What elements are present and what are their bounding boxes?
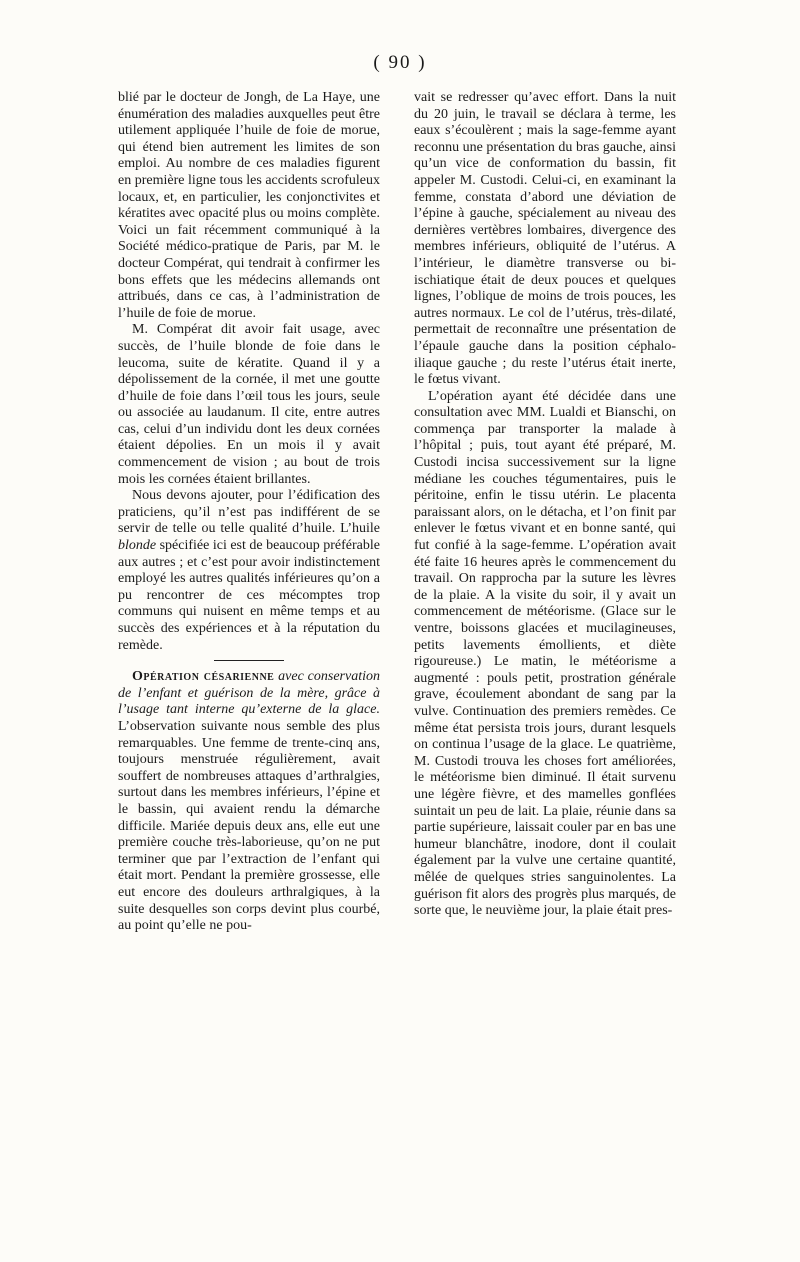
paragraph-comperat: M. Compérat dit avoir fait usage, avec succès, de l’huile blonde de foie dans le leucoma, suite de kératite. Quand il y a dépolissement de la cornée, il met une goutte d’huile de foie dans l’œil tous les jours, seule ou associée au laudanum. Il cite, entre autres cas, celui d’un individu dont les deux cornées étaient dépolies. En un mois il y avait commencement de vision ; au bout de trois mois les cornées étaient brillantes. [118, 322, 380, 487]
article-title: Opération césarienne [132, 669, 275, 685]
paragraph-observation-continued: vait se redresser qu’avec effort. Dans la nuit du 20 juin, le travail se déclara à terme, les eaux s’écoulèrent ; mais la sage-femme ayant reconnu une présentation du bras gauche, ainsi qu’un vice de conformation du bassin, fit appeler M. Custodi. Celui-ci, en examinant la femme, constata d’abord une déviation de l’épine à gauche, spécialement au niveau des dernières vertèbres lombaires, divergence des membres inférieurs, obliquité de l’utérus. A l’intérieur, le diamètre transverse ou bi-ischiatique était de deux pouces et quelques lignes, l’oblique de moins de trois pouces, les autres normaux. Le col de l’utérus, très-dilaté, permettait de reconnaître une présentation de l’épaule gauche dans la position céphalo-iliaque gauche ; du reste l’utérus était inerte, le fœtus vivant. [414, 90, 676, 388]
right-column [414, 90, 676, 920]
emphasis-blonde: blonde [118, 538, 157, 554]
page-number: ( 90 ) [373, 52, 427, 73]
article-cesarienne [118, 669, 380, 935]
section-divider [214, 660, 284, 661]
paragraph-operation: L’opération ayant été décidée dans une consultation avec MM. Lualdi et Bianschi, on commença par transporter la malade à l’hôpital ; puis, tout ayant été préparé, M. Custodi incisa successivement sur la ligne médiane les couches tégumentaires, puis le péritoine, enfin le tissu utérin. Le placenta paraissant alors, on le détacha, et l’on finit par enlever le fœtus vivant et en bonne santé, qui fut confié à la sage-femme. L’opération avait été faite 16 heures après le commencement du travail. On rapprocha par la suture les lèvres de la plaie. A la visite du soir, il y avait un commencement de météorisme. (Glace sur le ventre, boissons glacées et mucilagineuses, petits lavements émollients, et diète rigoureuse.) Le matin, le météorisme a augmenté : pouls petit, prostration générale grave, écoulement abondant de sang par la vulve. Continuation des premiers remèdes. Ce même état persista trois jours, durant lesquels on continua l’usage de la glace. Le quatrième, M. Custodi trouva les choses fort améliorées, le météorisme bien diminué. Il était survenu une légère fièvre, et des mamelles gonflées suintait un peu de lait. La plaie, réunie dans sa partie supérieure, laissait couler par en bas une humeur blanchâtre, inodore, dont il coulait également par la vulve une certaine quantité, mêlée de quelques stries sanguinolentes. La guérison fit alors des progrès plus marqués, de sorte que, le neuvième jour, la plaie était pres- [414, 388, 677, 919]
paragraph-huile-continued: blié par le docteur de Jongh, de La Haye, une énumération des maladies auxquelles peut être utilement appliquée l’huile de foie de morue, qui étend bien autrement les limites de son emploi. Au nombre de ces maladies figurent en première ligne tous les accidents scrofuleux locaux, et, en particulier, les conjonctivites et kératites avec opacité plus ou moins complète. Voici un fait récemment communiqué à la Société médico-pratique de Paris, par M. le docteur Compérat, qui tendrait à confirmer les bons effets que les médecins allemands ont attribués, dans ce cas, à l’administration de l’huile de foie de morue. [118, 90, 381, 321]
paragraph-text: Nous devons ajouter, pour l’édification des praticiens, qu’il n’est pas indifférent de se servir de telle ou telle qualité d’huile. L’huile [118, 488, 380, 537]
article-subtitle: avec conservation de l’enfant et guérison de la mère, grâce à l’usage tant interne qu’externe de la glace. [118, 669, 380, 718]
left-column [118, 90, 380, 935]
article-body: L’observation suivante nous semble des plus remarquables. Une femme de trente-cinq ans, toujours menstruée régulièrement, avait souffert de nombreuses attaques d’arthralgies, surtout dans les membres inférieurs, l’épine et le bassin, qui avaient rendu la démarche difficile. Mariée depuis deux ans, elle eut une première couche très-laborieuse, qu’on ne put terminer que par l’extraction de l’enfant qui était mort. Pendant la première grossesse, elle eut encore des douleurs arthralgiques, à la suite desquelles son corps devint plus courbé, au point qu’elle ne pou- [118, 718, 380, 934]
paragraph-qualite-huile [118, 488, 380, 654]
paragraph-text: spécifiée ici est de beaucoup préférable aux autres ; et c’est pour avoir indistinctement employé les autres qualités inférieures qu’on a pu rencontrer de ces mécomptes trop communs qui nuisent en même temps et au succès des expériences et à la réputation du remède. [118, 538, 380, 653]
